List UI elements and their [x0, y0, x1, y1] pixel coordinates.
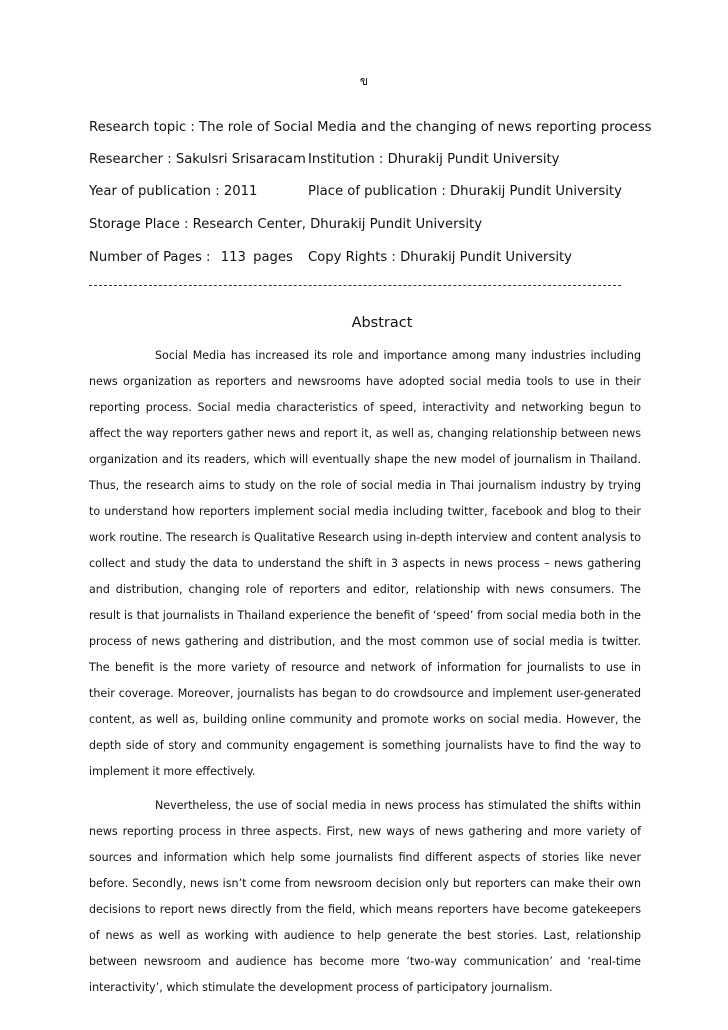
number-of-pages-label: Number of Pages : [89, 250, 211, 265]
metadata-row-pages [89, 249, 572, 267]
metadata-row-year [89, 183, 622, 201]
dashed-separator [89, 285, 621, 286]
abstract-paragraph: Nevertheless, the use of social media in news process has stimulated the shifts within news reporting process in three aspects. First, new ways of news gathering and more variety of sources and information which help some journalists find different aspects of stories like never before. Secondly, news isn’t come from newsroom decision only but reporters can make their own decisions to report news directly from the field, which means reporters have become gatekeepers of news as well as working with audience to help generate the best stories. Last, relationship between newsroom and audience has become more ‘two-way communication’ and ‘real-time interactivity’, which stimulate the development process of participatory journalism. [89, 799, 641, 994]
year-of-publication: Year of publication : 2011 [89, 184, 258, 199]
research-topic: Research topic : The role of Social Media and the changing of news reporting process [89, 120, 652, 135]
institution: Institution : Dhurakij Pundit University [308, 152, 560, 167]
researcher: Researcher : Sakulsri Srisaracam [89, 152, 306, 167]
place-of-publication: Place of publication : Dhurakij Pundit University [308, 184, 622, 199]
abstract-body [89, 343, 641, 1001]
metadata-row-researcher [89, 151, 560, 169]
abstract-heading: Abstract [351, 315, 413, 331]
page-number: ข [359, 74, 369, 88]
number-of-pages-value: 113 pages [220, 250, 293, 265]
abstract-paragraph: Social Media has increased its role and importance among many industries including news organization as reporters and newsrooms have adopted social media tools to use in their reporting process. Social media characteristics of speed, interactivity and networking begun to affect the way reporters gather news and report it, as well as, changing relationship between news organization and its readers, which will eventually shape the new model of journalism in Thailand. Thus, the research aims to study on the role of social media in Thai journalism industry by trying to understand how reporters implement social media including twitter, facebook and blog to their work routine. The research is Qualitative Research using in-depth interview and content analysis to collect and study the data to understand the shift in 3 aspects in news process – news gathering and distribution, changing role of reporters and editor, relationship with news consumers. The result is that journalists in Thailand experience the benefit of ‘speed’ from social media both in the process of news gathering and distribution, and the most common use of social media is twitter. The benefit is the more variety of resource and network of information for journalists to use in their coverage. Moreover, journalists has began to do crowdsource and implement user-generated content, as well as, building online community and promote works on social media. However, the depth side of story and community engagement is something journalists have to find the way to implement it more effectively. [89, 349, 641, 778]
copy-rights: Copy Rights : Dhurakij Pundit University [308, 250, 572, 265]
storage-place: Storage Place : Research Center, Dhurakij Pundit University [89, 217, 483, 232]
